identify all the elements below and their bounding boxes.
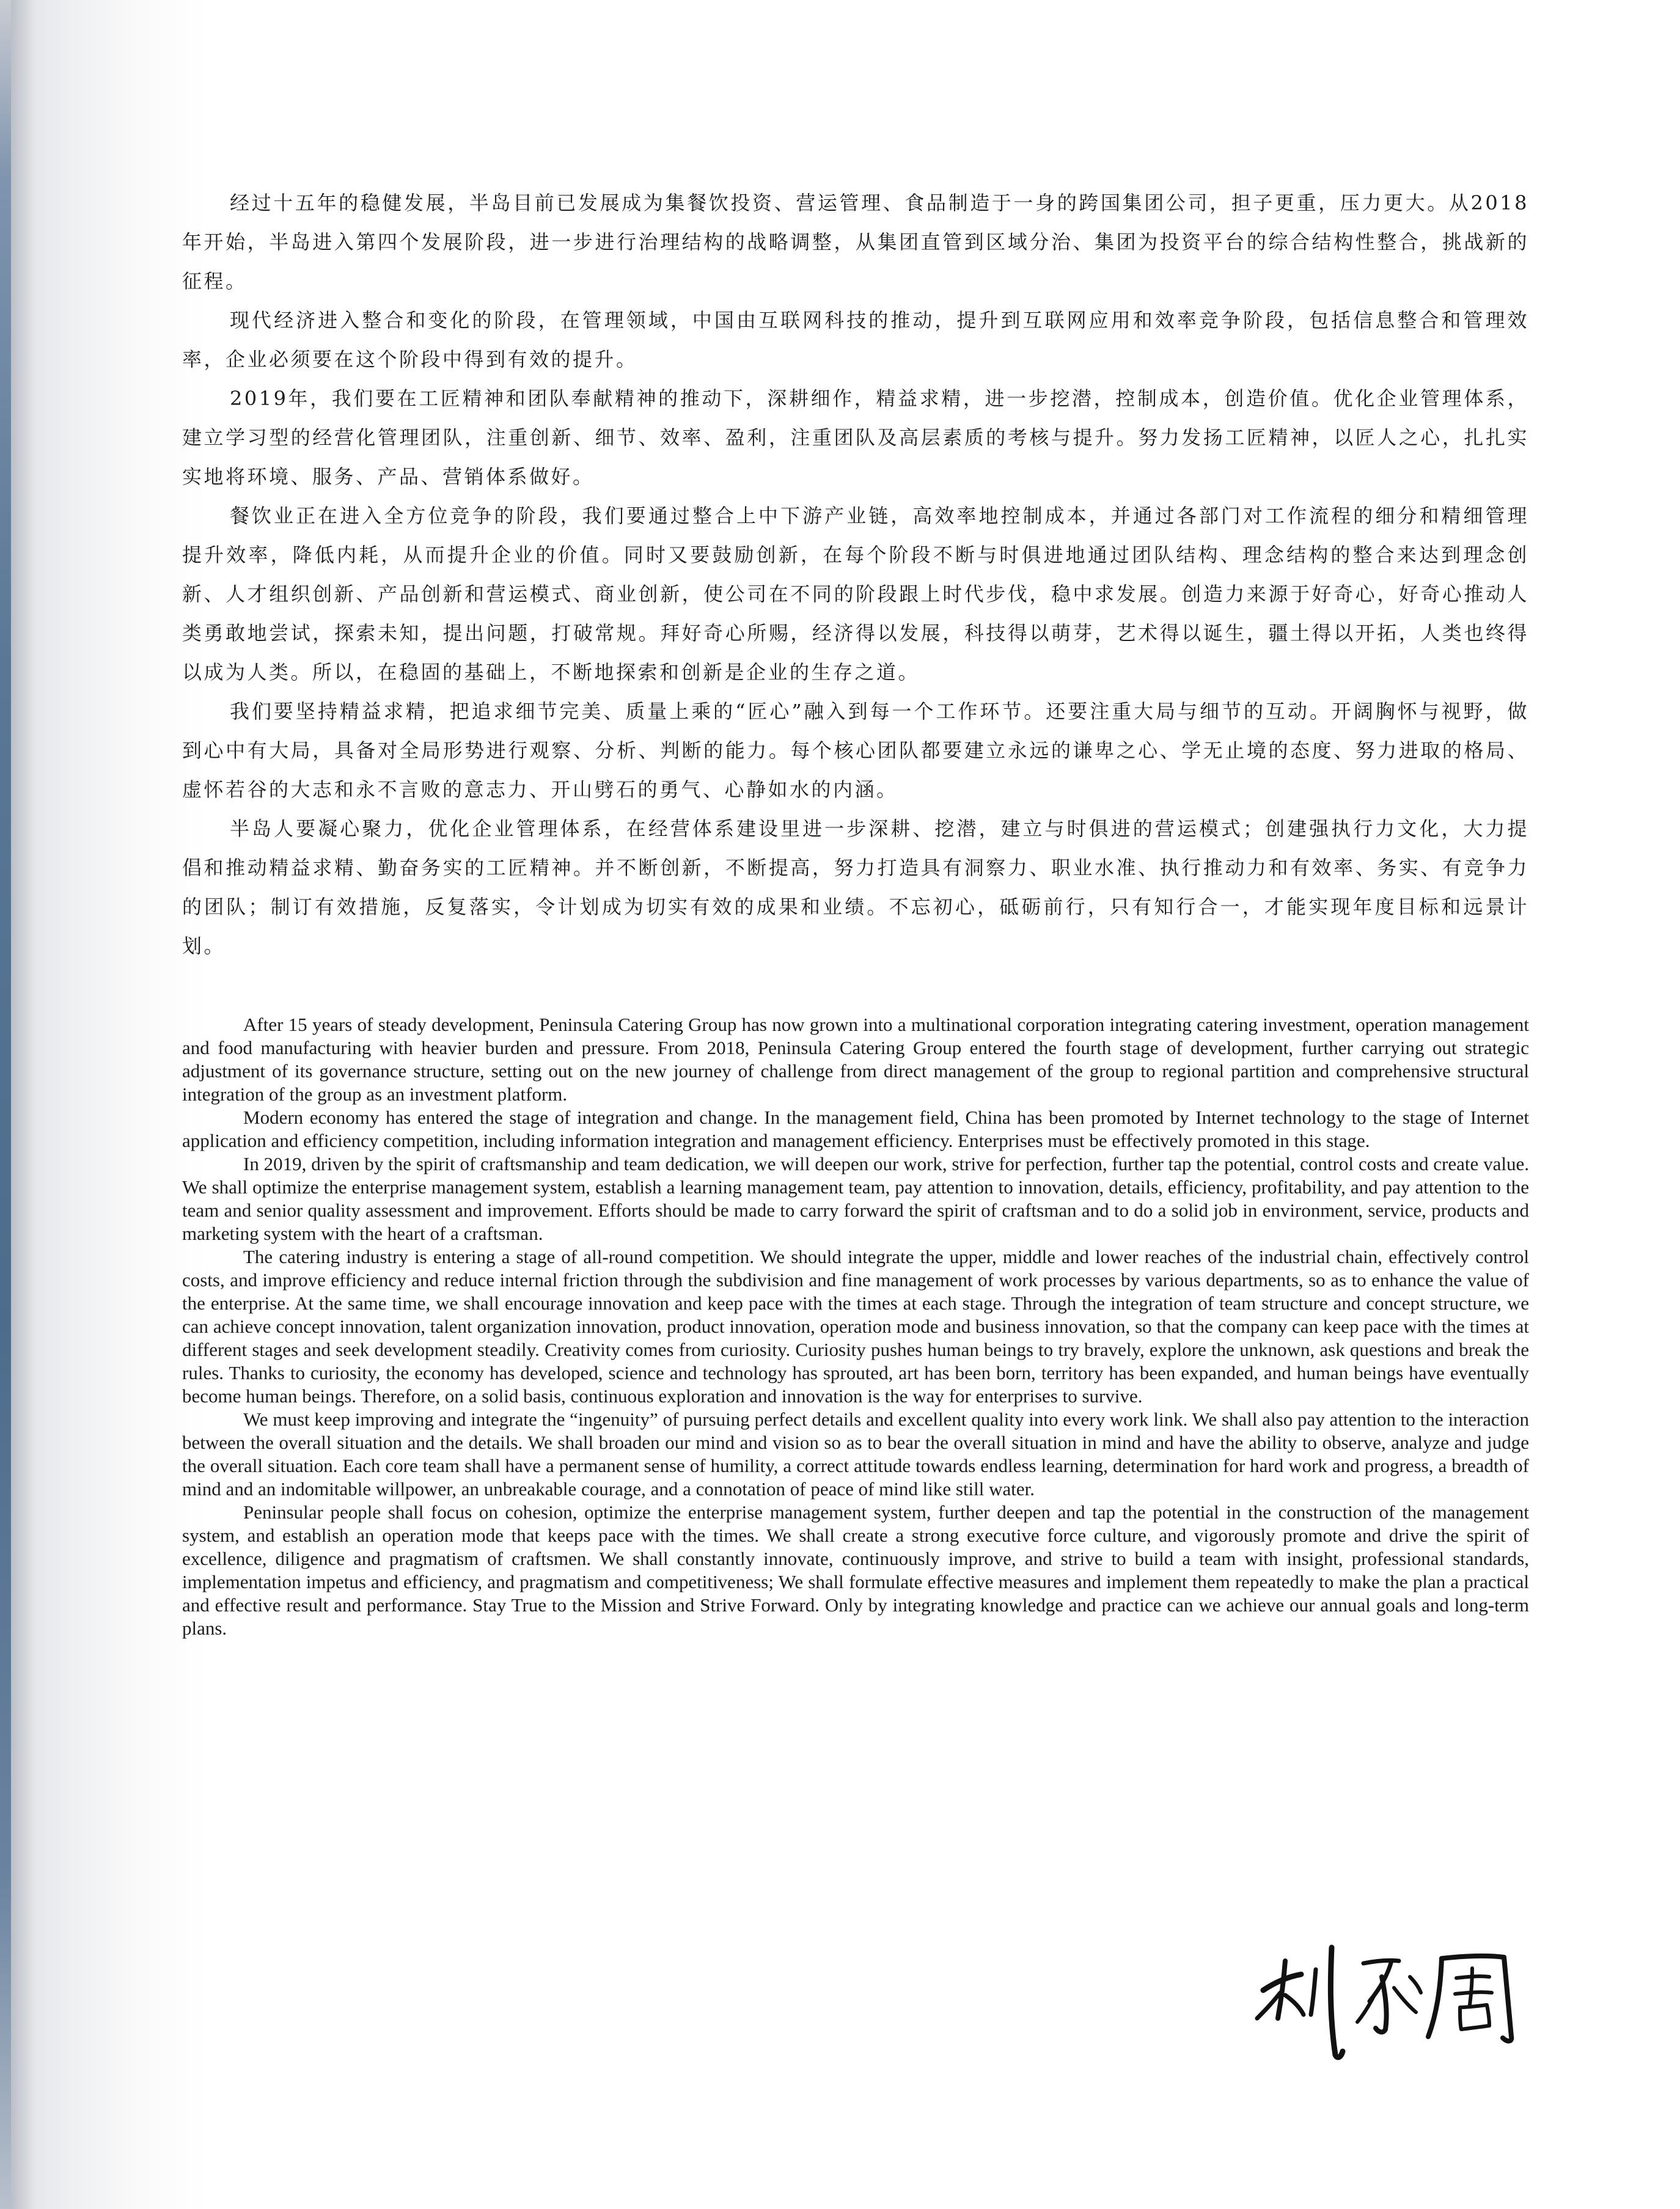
english-paragraph-4: The catering industry is entering a stage of all-round competition. We should integrate the upper, middle and lower reaches of the industrial chain, effectively control costs, and improve efficiency and reduce internal friction through the subdivision and fine management of work processes by various departments, so as to enhance the value of the enterprise. At the same time, we shall encourage innovation and keep pace with the times at each stage. Through the integration of team structure and concept structure, we can achieve concept innovation, talent organization innovation, product innovation, operation mode and business innovation, so that the company can keep pace with the times at different stages and seek development steadily. Creativity comes from curiosity. Curiosity pushes human beings to try bravely, explore the unknown, ask questions and break the rules. Thanks to curiosity, the economy has developed, science and technology has sprouted, art has been born, territory has been expanded, and human beings have eventually become human beings. Therefore, on a solid basis, continuous exploration and innovation is the way for enterprises to survive. — [182, 1246, 1529, 1407]
signature-stroke — [1455, 1992, 1492, 1994]
english-paragraph-5: We must keep improving and integrate the “ingenuity” of pursuing perfect details and excellent quality into every work link. We shall also pay attention to the interaction between the overall situation and the details. We shall broaden our mind and vision so as to bear the overall situation in mind and have the ability to observe, analyze and judge the overall situation. Each core team shall have a permanent sense of humility, a correct attitude towards endless learning, determination for hard work and progress, a breadth of mind and an indomitable willpower, an unbreakable courage, and a connotation of peace of mind like still water. — [182, 1409, 1529, 1500]
english-paragraph-2: Modern economy has entered the stage of integration and change. In the management field, China has been promoted by Internet technology to the stage of Internet application and efficiency competition, including information integration and management efficiency. Enterprises must be effectively promoted in this stage. — [182, 1107, 1529, 1151]
english-text-block — [182, 1013, 1529, 1640]
signature-stroke — [1428, 1958, 1442, 2037]
chinese-paragraph-1: 经过十五年的稳健发展，半岛目前已发展成为集餐饮投资、营运管理、食品制造于一身的跨国集团公司，担子更重，压力更大。从2018年开始，半岛进入第四个发展阶段，进一步进行治理结构的战略调整，从集团直管到区域分治、集团为投资平台的综合结构性整合，挑战新的征程。 — [182, 191, 1529, 293]
english-paragraph-1: After 15 years of steady development, Peninsula Catering Group has now grown into a multinational corporation integrating catering investment, operation management and food manufacturing with heavier burden and pressure. From 2018, Peninsula Catering Group entered the fourth stage of development, further carrying out strategic adjustment of its governance structure, setting out on the new journey of challenge from direct management of the group to regional partition and comprehensive structural integration of the group as an investment platform. — [182, 1014, 1529, 1105]
signature-stroke — [1394, 1988, 1416, 2012]
chinese-paragraph-4: 餐饮业正在进入全方位竞争的阶段，我们要通过整合上中下游产业链，高效率地控制成本，并通过各部门对工作流程的细分和精细管理提升效率，降低内耗，从而提升企业的价值。同时又要鼓励创新，在每个阶段不断与时俱进地通过团队结构、理念结构的整合来达到理念创新、人才组织创新、产品创新和营运模式、商业创新，使公司在不同的阶段跟上时代步伐，稳中求发展。创造力来源于好奇心，好奇心推动人类勇敢地尝试，探索未知，提出问题，打破常规。拜好奇心所赐，经济得以发展，科技得以萌芽，艺术得以诞生，疆土得以开拓，人类也终得以成为人类。所以，在稳固的基础上，不断地探索和创新是企业的生存之道。 — [182, 504, 1529, 684]
signature-stroke — [1278, 1961, 1285, 2018]
signature-stroke — [1330, 1947, 1343, 2057]
signature-stroke — [1311, 1969, 1316, 2015]
chinese-paragraph-3: 2019年，我们要在工匠精神和团队奉献精神的推动下，深耕细作，精益求精，进一步挖潜，控制成本，创造价值。优化企业管理体系，建立学习型的经营化管理团队，注重创新、细节、效率、盈利，注重团队及高层素质的考核与提升。努力发扬工匠精神，以匠人之心，扎扎实实地将环境、服务、产品、营销体系做好。 — [182, 387, 1529, 488]
chinese-paragraph-6: 半岛人要凝心聚力，优化企业管理体系，在经营体系建设里进一步深耕、挖潜，建立与时俱进的营运模式；创建强执行力文化，大力提倡和推动精益求精、勤奋务实的工匠精神。并不断创新，不断提高，努力打造具有洞察力、职业水准、执行推动力和有效率、务实、有竞争力的团队；制订有效措施，反复落实，令计划成为切实有效的成果和业绩。不忘初心，砥砺前行，只有知行合一，才能实现年度目标和远景计划。 — [182, 817, 1529, 958]
chinese-paragraph-2: 现代经济进入整合和变化的阶段，在管理领域，中国由互联网科技的推动，提升到互联网应用和效率竞争阶段，包括信息整合和管理效率，企业必须要在这个阶段中得到有效的提升。 — [182, 309, 1529, 371]
signature-stroke — [1376, 1977, 1387, 2032]
english-paragraph-6: Peninsular people shall focus on cohesion, optimize the enterprise management system, further deepen and tap the potential in the construction of the management system, and establish an operation mode that keeps pace with the times. We shall create a strong executive force culture, and vigorously promote and drive the spirit of excellence, diligence and pragmatism of craftsmen. We shall constantly innovate, continuously improve, and strive to build a team with insight, professional standards, implementation impetus and efficiency, and pragmatism and competitiveness; We shall formulate effective measures and implement them repeatedly to make the plan a practical and effective result and performance. Stay True to the Mission and Strive Forward. Only by integrating knowledge and practice can we achieve our annual goals and long-term plans. — [182, 1501, 1529, 1639]
chinese-paragraph-5: 我们要坚持精益求精，把追求细节完美、质量上乘的“匠心”融入到每一个工作环节。还要注重大局与细节的互动。开阔胸怀与视野，做到心中有大局，具备对全局形势进行观察、分析、判断的能力。每个核心团队都要建立永远的谦卑之心、学无止境的态度、努力进取的格局、虚怀若谷的大志和永不言败的意志力、开山劈石的勇气、心静如水的内涵。 — [182, 700, 1529, 801]
page-edge-strip — [0, 0, 11, 2209]
page-edge-shade — [11, 0, 35, 2209]
signature-stroke — [1410, 1977, 1421, 1993]
signature-stroke — [1460, 2005, 1489, 2029]
signature-stroke — [1357, 1993, 1376, 2022]
signature-stroke — [1470, 1968, 1472, 2005]
signature-stroke — [1285, 1995, 1304, 2015]
handwritten-signature — [1250, 1934, 1531, 2062]
chinese-text-block — [182, 183, 1529, 965]
english-paragraph-3: In 2019, driven by the spirit of craftsmanship and team dedication, we will deepen our work, strive for perfection, further tap the potential, control costs and create value. We shall optimize the enterprise management system, establish a learning management team, pay attention to innovation, details, efficiency, profitability, and pay attention to the team and senior quality assessment and improvement. Efforts should be made to carry forward the spirit of craftsman and to do a solid job in environment, service, products and marketing system with the heart of a craftsman. — [182, 1153, 1529, 1244]
